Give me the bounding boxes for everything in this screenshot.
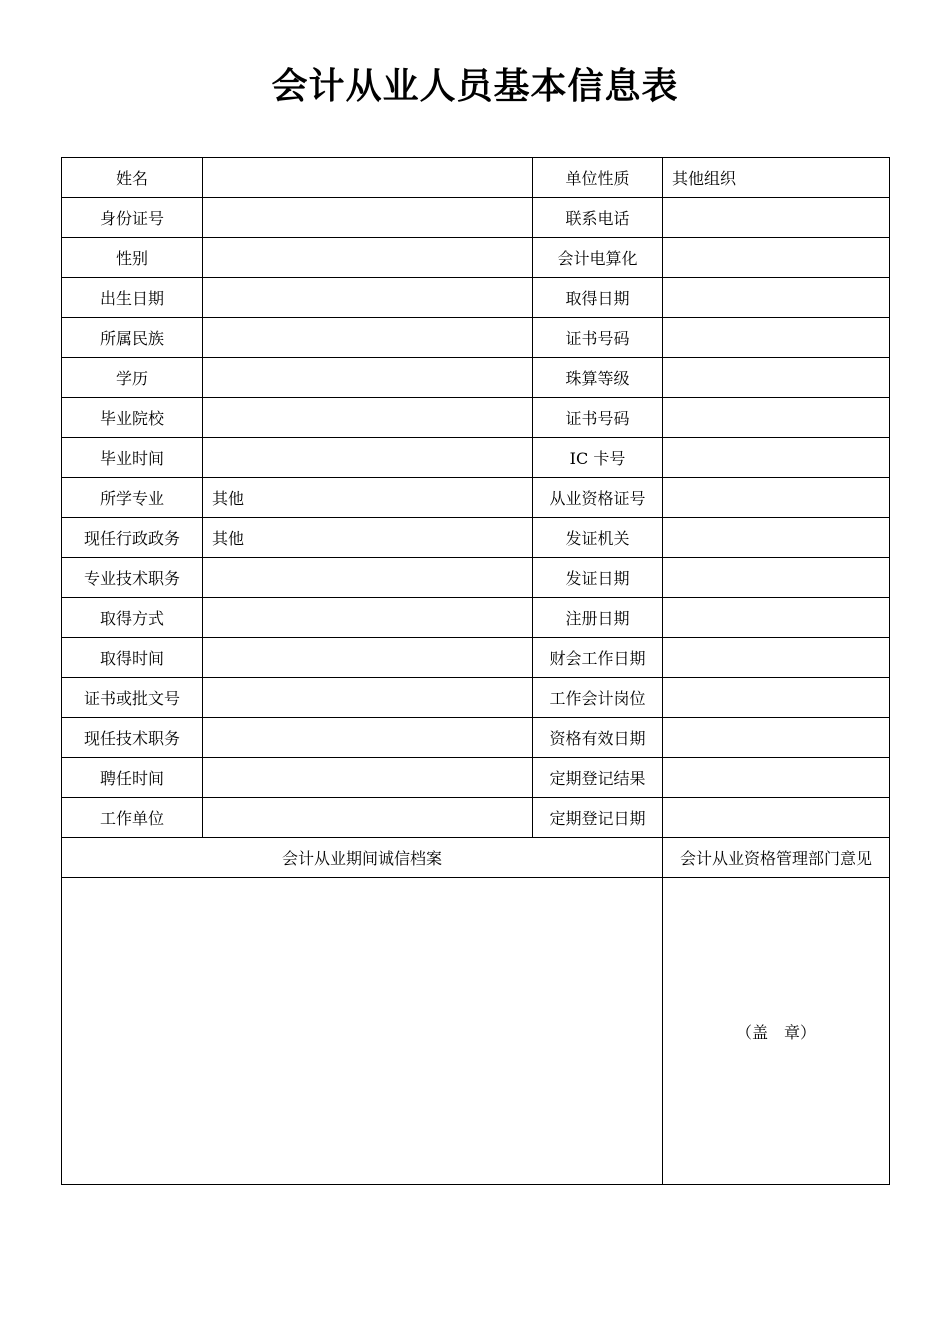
field-value[interactable] bbox=[663, 358, 890, 398]
field-value[interactable] bbox=[203, 758, 533, 798]
field-label: 身份证号 bbox=[62, 198, 203, 238]
field-label: 联系电话 bbox=[533, 198, 663, 238]
form-row bbox=[62, 678, 890, 718]
field-label: 发证日期 bbox=[533, 558, 663, 598]
management-opinion-header: 会计从业资格管理部门意见 bbox=[663, 838, 890, 878]
field-label: 单位性质 bbox=[533, 158, 663, 198]
field-value[interactable] bbox=[663, 718, 890, 758]
field-value[interactable] bbox=[203, 798, 533, 838]
field-value[interactable] bbox=[663, 598, 890, 638]
field-value[interactable] bbox=[203, 598, 533, 638]
field-label: 会计电算化 bbox=[533, 238, 663, 278]
field-label: 证书号码 bbox=[533, 318, 663, 358]
form-row bbox=[62, 198, 890, 238]
field-value[interactable] bbox=[203, 158, 533, 198]
form-row bbox=[62, 758, 890, 798]
field-value[interactable] bbox=[663, 678, 890, 718]
form-row bbox=[62, 438, 890, 478]
field-value[interactable] bbox=[663, 198, 890, 238]
field-label: 从业资格证号 bbox=[533, 478, 663, 518]
field-label: 出生日期 bbox=[62, 278, 203, 318]
field-value[interactable] bbox=[663, 518, 890, 558]
form-row bbox=[62, 598, 890, 638]
field-value[interactable] bbox=[663, 318, 890, 358]
field-label: 工作单位 bbox=[62, 798, 203, 838]
field-label: 聘任时间 bbox=[62, 758, 203, 798]
field-label: 工作会计岗位 bbox=[533, 678, 663, 718]
field-value[interactable] bbox=[663, 798, 890, 838]
form-row bbox=[62, 398, 890, 438]
field-label: 证书或批文号 bbox=[62, 678, 203, 718]
field-value[interactable] bbox=[203, 438, 533, 478]
form-row bbox=[62, 358, 890, 398]
field-label: 毕业院校 bbox=[62, 398, 203, 438]
field-label: 财会工作日期 bbox=[533, 638, 663, 678]
form-row bbox=[62, 158, 890, 198]
field-label: 现任行政政务 bbox=[62, 518, 203, 558]
field-value[interactable] bbox=[203, 398, 533, 438]
field-value[interactable] bbox=[203, 198, 533, 238]
field-value[interactable] bbox=[203, 718, 533, 758]
form-row bbox=[62, 638, 890, 678]
field-label: 学历 bbox=[62, 358, 203, 398]
field-label: 姓名 bbox=[62, 158, 203, 198]
field-label: 性别 bbox=[62, 238, 203, 278]
field-label: 专业技术职务 bbox=[62, 558, 203, 598]
field-label: 取得日期 bbox=[533, 278, 663, 318]
field-label: 注册日期 bbox=[533, 598, 663, 638]
field-value[interactable] bbox=[663, 758, 890, 798]
field-label: IC 卡号 bbox=[533, 438, 663, 478]
field-value[interactable] bbox=[663, 438, 890, 478]
field-value[interactable] bbox=[663, 478, 890, 518]
field-label: 定期登记日期 bbox=[533, 798, 663, 838]
seal-label: （盖 章） bbox=[735, 1022, 816, 1042]
field-value[interactable] bbox=[663, 238, 890, 278]
form-row bbox=[62, 558, 890, 598]
field-value[interactable] bbox=[203, 678, 533, 718]
field-value[interactable] bbox=[203, 238, 533, 278]
form-row bbox=[62, 238, 890, 278]
form-row bbox=[62, 518, 890, 558]
bottom-header-row bbox=[62, 838, 890, 878]
field-label: 发证机关 bbox=[533, 518, 663, 558]
field-value[interactable] bbox=[203, 558, 533, 598]
management-opinion-box[interactable] bbox=[663, 878, 890, 1185]
form-title: 会计从业人员基本信息表 bbox=[271, 66, 679, 107]
field-label: 取得方式 bbox=[62, 598, 203, 638]
field-label: 毕业时间 bbox=[62, 438, 203, 478]
field-label: 取得时间 bbox=[62, 638, 203, 678]
field-value[interactable]: 其他组织 bbox=[663, 158, 890, 198]
field-label: 资格有效日期 bbox=[533, 718, 663, 758]
info-form-table bbox=[61, 157, 890, 1185]
field-value[interactable] bbox=[663, 398, 890, 438]
form-row bbox=[62, 318, 890, 358]
field-value[interactable] bbox=[663, 278, 890, 318]
field-label: 所属民族 bbox=[62, 318, 203, 358]
field-value[interactable] bbox=[663, 558, 890, 598]
field-value[interactable]: 其他 bbox=[203, 518, 533, 558]
form-row bbox=[62, 478, 890, 518]
integrity-record-header: 会计从业期间诚信档案 bbox=[62, 838, 663, 878]
field-label: 定期登记结果 bbox=[533, 758, 663, 798]
form-row bbox=[62, 278, 890, 318]
field-label: 所学专业 bbox=[62, 478, 203, 518]
bottom-content-row bbox=[62, 878, 890, 1185]
field-value[interactable] bbox=[203, 358, 533, 398]
field-label: 现任技术职务 bbox=[62, 718, 203, 758]
integrity-record-box[interactable] bbox=[62, 878, 663, 1185]
field-value[interactable] bbox=[203, 318, 533, 358]
form-row bbox=[62, 798, 890, 838]
field-value[interactable]: 其他 bbox=[203, 478, 533, 518]
field-label: 珠算等级 bbox=[533, 358, 663, 398]
form-row bbox=[62, 718, 890, 758]
field-value[interactable] bbox=[203, 638, 533, 678]
field-label: 证书号码 bbox=[533, 398, 663, 438]
field-value[interactable] bbox=[663, 638, 890, 678]
field-value[interactable] bbox=[203, 278, 533, 318]
